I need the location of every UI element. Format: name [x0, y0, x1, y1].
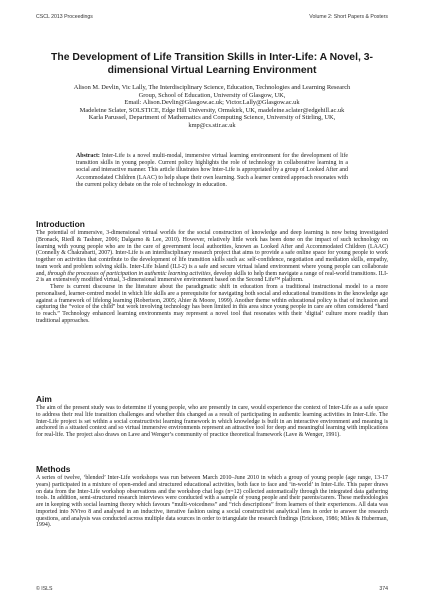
author-email-line: kmp@cs.stir.ac.uk: [188, 121, 236, 129]
aim-paragraph: The aim of the present study was to determine if young people, who are presently in care, would experience the context of Inter-Life as a safe space to address their real life transition challenges and whether this changed as a result of participating in authentic learning activities in Inter-Life. The Inter-Life project is set within a social constructivist learning framework in which knowledge is built in an interactive environment and meaning is anchored in a situated context and so virtual immersive environments represent an attractive tool for deep and meaningful learning with implications for real-life. The project also draws on Lave and Wenger’s community of practice theoretical framework (Lave & Wenger, 1991).: [36, 405, 388, 438]
header-volume: Volume 2: Short Papers & Posters: [309, 14, 388, 20]
author-line: Group, School of Education, University of Glasgow, UK,: [138, 91, 286, 99]
introduction-body: [36, 230, 388, 325]
abstract-text: Inter-Life is a novel multi-modal, immersive virtual learning environment for the development of life transition skills in young people. Current policy highlights the role of technology in collaborative learning in a social and interactive manner. This article illustrates how Inter-Life is appropriated by a group of Looked After and Accommodated Children (LAAC) to help shape their own learning. Such a learner centred approach resonates with the current policy debate on the role of technology in education.: [76, 153, 348, 188]
introduction-paragraph: There is current discourse in the literature about the paradigmatic shift in education from a traditional instructional model to a more personalised, learner-centred model in which life skills are a prerequisite for navigating both social and educational transitions in the knowledge age against a framework of lifelong learning (Robertson, 2005; Ahier & Moore, 1999). Another theme within educational policy is that of inclusion and capturing the “voice of the child” but work involving technology has been limited in this area since young people in care are often considered “hard to reach.” Technology enhanced learning environments may represent a novel tool that resonates with their ‘digital’ culture more readily than traditional approaches.: [36, 284, 388, 324]
page-number: 374: [379, 586, 388, 592]
abstract-label: Abstract:: [76, 153, 100, 159]
author-block: [60, 84, 364, 130]
section-heading-aim: Aim: [36, 394, 52, 404]
aim-body: [36, 405, 388, 439]
author-email-line: Email: Alison.Devlin@Glasgow.ac.uk; Victor.Lally@Glasgow.ac.uk: [124, 99, 300, 107]
introduction-paragraph: The potential of immersive, 3-dimensional virtual worlds for the social construction of knowledge and deep learning is now being investigated (Bronack, Riedl & Tashner, 2006; Dalgarno & Lee, 2010). However, relatively little work has been done on the impact of such technology on learning with young people who are in the care of government local authorities, known as Looked After and Accommodated Children (LAAC) (Connelly & Chakrabarti, 2007). Inter-Life is an interdisciplinary research project that aims to provide a safe online space for young people to work together on activities that contribute to the development of life transition skills such as: self-confidence, negotiation and mediation skills, empathy, team work and problem solving skills. Inter-Life Island (ILI-2) is a safe and secure virtual island environment where young people can collaborate and, through the processes of participation in authentic learning activities, develop skills to help them navigate a range of real-world transitions. ILI-2 is an extensively modified virtual, 3-dimensional immersive environment based on the Second Life™ platform.: [36, 230, 389, 284]
abstract: [76, 153, 348, 189]
author-line: Alison M. Devlin, Vic Lally, The Interdisciplinary Science, Education, Technologies and Learning Research: [73, 84, 351, 91]
methods-paragraph: A series of twelve, ‘blended’ Inter-Life workshops was run between March 2010–June 2010 in which a group of young people (age range, 13-17 years) participated in a mixture of open-ended and structured educational activities, both face to face and ‘in-world’ in Inter-Life. This paper draws on data from the Inter-Life workshop observations and the workshop chat logs (n=12) collected automatically through the integrated data gathering tools. In addition, semi-structured research interviews were conducted with a sample of young people and their parents/carers. These methodologies are in keeping with social learning theory which favours “multi-voicedness” and “rich descriptions” from learners of their experiences. All data was imported into NVivo 8 and analysed in an inductive, iterative fashion using a social constructivist analytical lens in order to answer the research questions, and analysis was conducted across multiple data sources in order to triangulate the research findings (Erickson, 1986; Miles & Huberman, 1994).: [36, 475, 388, 529]
footer-copyright: © ISLS: [36, 586, 53, 592]
paper-title: The Development of Life Transition Skills in Inter-Life: A Novel, 3-dimensional Virtual Learning Environment: [51, 52, 373, 76]
author-line: Madeleine Sclater, SOLSTICE, Edge Hill University, Ormskirk, UK, madeleine.sclater@edgehill.ac.uk: [79, 106, 345, 114]
methods-body: [36, 475, 388, 529]
author-line: Karla Parussel, Department of Mathematics and Computing Science, University of Stirling, UK,: [88, 114, 336, 122]
section-heading-methods: Methods: [36, 464, 71, 474]
section-heading-introduction: Introduction: [36, 219, 85, 229]
header-proceedings: CSCL 2013 Proceedings: [36, 14, 93, 20]
emphasis-text: through the processes of participation in authentic learning activities: [47, 270, 211, 277]
